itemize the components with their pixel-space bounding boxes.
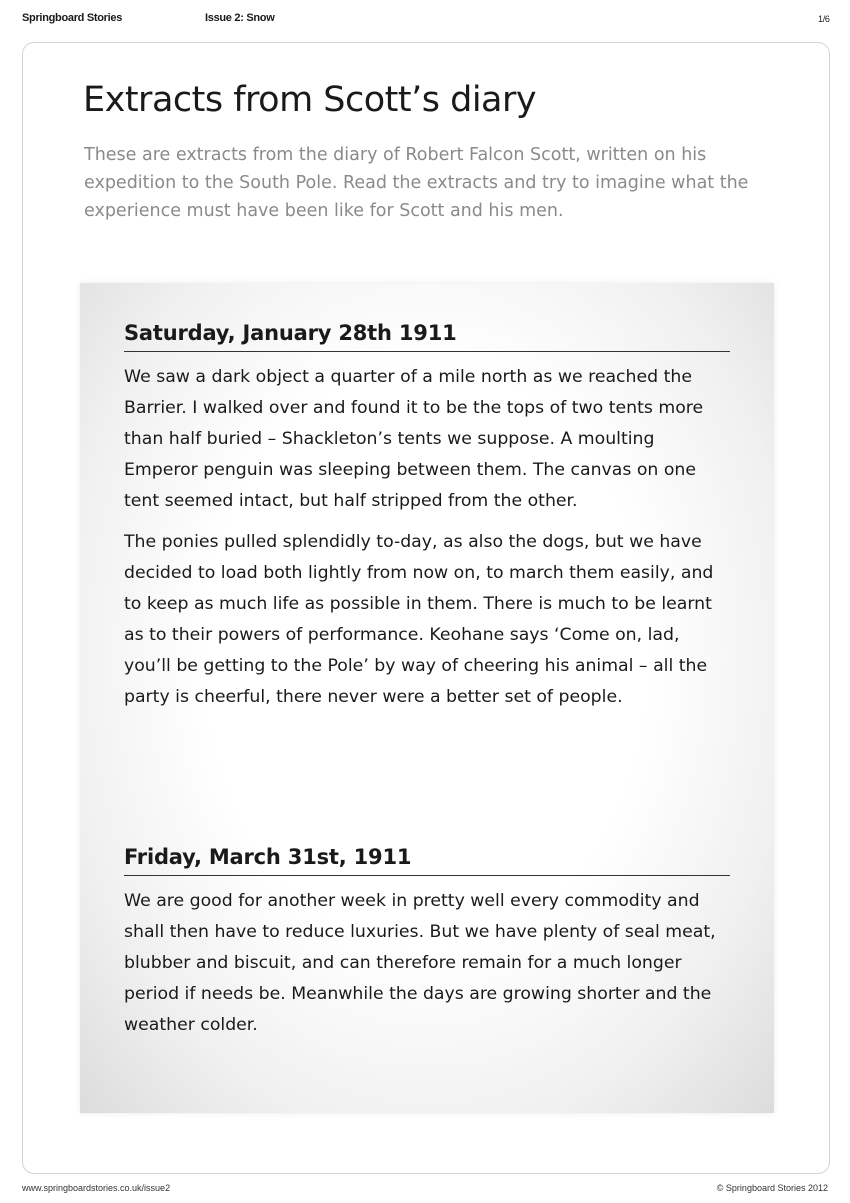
entry-date: Saturday, January 28th 1911 <box>124 321 730 352</box>
footer-url[interactable]: www.springboardstories.co.uk/issue2 <box>22 1183 171 1193</box>
issue-label: Issue 2: Snow <box>205 12 275 24</box>
diary-entry <box>124 321 730 713</box>
page-title: Extracts from Scott’s diary <box>83 80 537 120</box>
footer-copyright: © Springboard Stories 2012 <box>716 1183 828 1193</box>
diary-panel <box>80 283 774 1113</box>
intro-text: These are extracts from the diary of Robert Falcon Scott, written on his expedition to the South Pole. Read the extracts and try to imagine what the experience must have been like for Scott and his men. <box>84 145 749 221</box>
page-number: 1/6 <box>818 14 830 24</box>
publication-name: Springboard Stories <box>22 12 123 24</box>
entry-paragraph: We saw a dark object a quarter of a mile north as we reached the Barrier. I walked over and found it to be the tops of two tents more than half buried – Shackleton’s tents we suppose. A moulting Emperor penguin was sleeping between them. The canvas on one tent seemed intact, but half stripped from the other. <box>124 367 704 511</box>
entry-paragraph: We are good for another week in pretty well every commodity and shall then have to reduce luxuries. But we have plenty of seal meat, blubber and biscuit, and can therefore remain for a much longer period if needs be. Meanwhile the days are growing shorter and the weather colder. <box>124 891 716 1035</box>
diary-entry <box>124 845 730 1041</box>
entry-paragraph: The ponies pulled splendidly to-day, as also the dogs, but we have decided to load both lightly from now on, to march them easily, and to keep as much life as possible in them. There is much to be learnt as to their powers of performance. Keohane says ‘Come on, lad, you’ll be getting to the Pole’ by way of cheering his animal – all the party is cheerful, there never were a better set of people. <box>124 532 714 707</box>
entry-date: Friday, March 31st, 1911 <box>124 845 730 876</box>
